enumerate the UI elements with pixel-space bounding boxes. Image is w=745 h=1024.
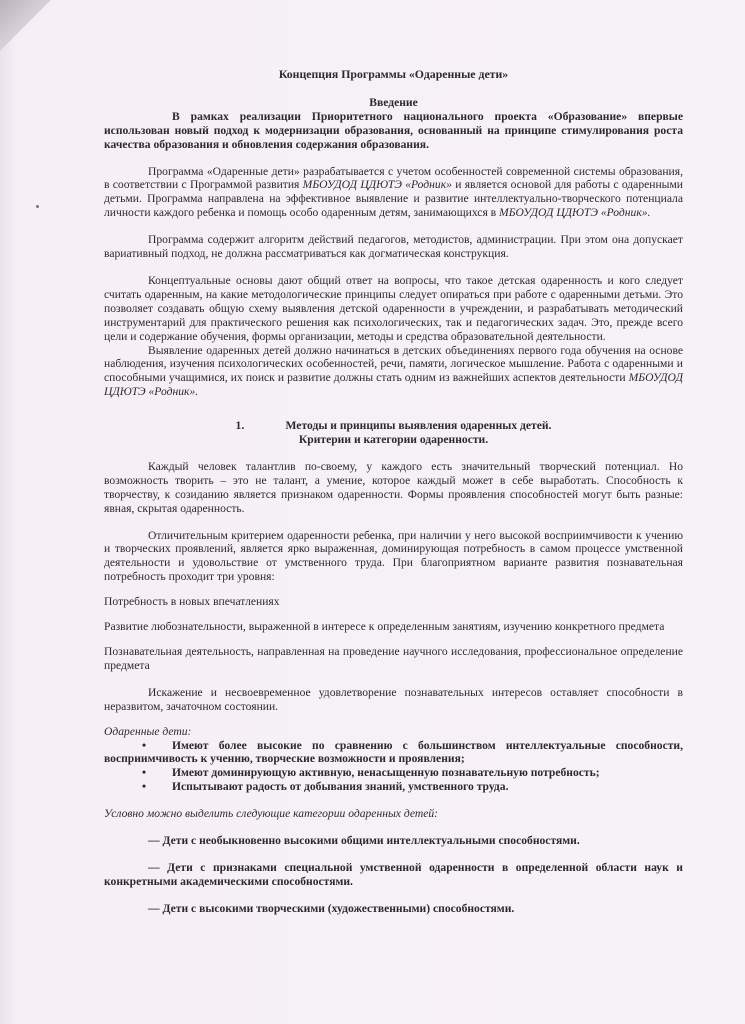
list-item: • Испытывают радость от добывания знаний, умственного труда.	[142, 780, 509, 794]
list-item: • Имеют доминирующую активную, ненасыщенную познавательную потребность;	[142, 766, 600, 780]
intro-heading: Введение	[369, 95, 418, 109]
intro-paragraph-4: Концептуальные основы дают общий ответ на вопросы, что такое детская одаренность и кого следует считать одаренным, на какие методологические принципы следует опираться при работе с одаренными детьми. Это позволяет создавать общую схему выявления детской одаренности в учреждении, и разрабатывать методический инструментарий для практического решения как психологических, так и педагогических задач. Это, прежде всего цели и содержание обучения, формы организации, методы и средства образовательной деятельности.	[104, 273, 683, 343]
section-paragraph-2: Отличительным критерием одаренности ребенка, при наличии у него высокой восприимчивости к учению и творческих проявлений, является ярко выраженная, доминирующая потребность в самом процессе умственной деятельности и удовольствие от умственного труда. При благоприятном варианте развития познавательная потребность проходит три уровня:	[104, 528, 683, 584]
section-heading	[104, 419, 683, 433]
bullet-icon: •	[142, 766, 147, 780]
gifted-heading: Одаренные дети:	[104, 724, 192, 738]
list-item: • Имеют более высокие по сравнению с большинством интеллектуальные способности, восприимчивость к учению, творческие возможности и проявления;	[104, 738, 683, 766]
section-paragraph-1: Каждый человек талантлив по-своему, у каждого есть значительный творческий потенциал. Но возможность творить – это не талант, а умение, которое каждый может в себе выработать. Способность к творчеству, к созиданию является признаком одаренности. Формы проявления способностей могут быть разные: явная, скрытая одаренность.	[104, 459, 683, 515]
org-name: МБОУДОД ЦДЮТЭ «Родник».	[499, 206, 651, 220]
category-item: — Дети с признаками специальной умственной одаренности в определенной области наук и конкретными академическими способностями.	[104, 860, 683, 888]
bullet-icon: •	[142, 738, 147, 752]
intro-paragraph-2: Программа «Одаренные дети» разрабатывается с учетом особенностей современной системы образования, в соответствии с Программой развития МБОУДОД ЦДЮТЭ «Родник» и является основой для работы с одаренными детьми. Программа направлена на эффективное выявление и развитие интеллектуально-творческого потенциала личности каждого ребенка и помощь особо одаренным детям, занимающихся в МБОУДОД ЦДЮТЭ «Родник».	[104, 164, 684, 220]
category-item: — Дети с высокими творческими (художественными) способностями.	[148, 901, 515, 915]
section-subtitle: Критерии и категории одаренности.	[298, 433, 489, 447]
document-title: Концепция Программы «Одаренные дети»	[278, 67, 509, 81]
categories-heading: Условно можно выделить следующие категории одаренных детей:	[104, 807, 439, 821]
gifted-traits-list	[104, 739, 683, 795]
intro-paragraph-3: Программа содержит алгоритм действий педагогов, методистов, администрации. При этом она допускает вариативный подход, не должна рассматриваться как догматическая конструкция.	[104, 233, 683, 261]
category-item: — Дети с необыкновенно высокими общими интеллектуальными способностями.	[148, 834, 580, 848]
intro-paragraph-1: В рамках реализации Приоритетного национального проекта «Образование» впервые использован новый подход к модернизации образования, основанный на принципе стимулирования роста качества образования и обновления содержания образования.	[104, 109, 683, 151]
level-1: Потребность в новых впечатлениях	[104, 595, 280, 609]
page-fold-corner	[0, 0, 52, 60]
paper-speck	[36, 205, 39, 208]
org-name: МБОУДОД ЦДЮТЭ «Родник»	[302, 178, 452, 192]
level-2: Развитие любознательности, выраженной в интересе к определенным занятиям, изучению конкретного предмета	[104, 620, 665, 634]
section-number: 1.	[235, 419, 245, 433]
section-paragraph-3: Искажение и несвоевременное удовлетворение познавательных интересов оставляет способности в неразвитом, зачаточном состоянии.	[104, 685, 683, 713]
intro-paragraph-5: Выявление одаренных детей должно начинаться в детских объединениях первого года обучения на основе наблюдения, изучения психологических особенностей, речи, памяти, логическое мышление. Работа с одаренными и способными учащимися, их поиск и развитие должны стать одним из важнейших аспектов деятельности МБОУДОД ЦДЮТЭ «Родник».	[104, 343, 683, 399]
section-title: Методы и принципы выявления одаренных детей.	[285, 419, 552, 433]
level-3: Познавательная деятельность, направленная на проведение научного исследования, профессиональное определение предмета	[104, 645, 683, 672]
org-name: МБОУДОД ЦДЮТЭ «Родник».	[104, 371, 683, 399]
bullet-icon: •	[142, 780, 147, 794]
